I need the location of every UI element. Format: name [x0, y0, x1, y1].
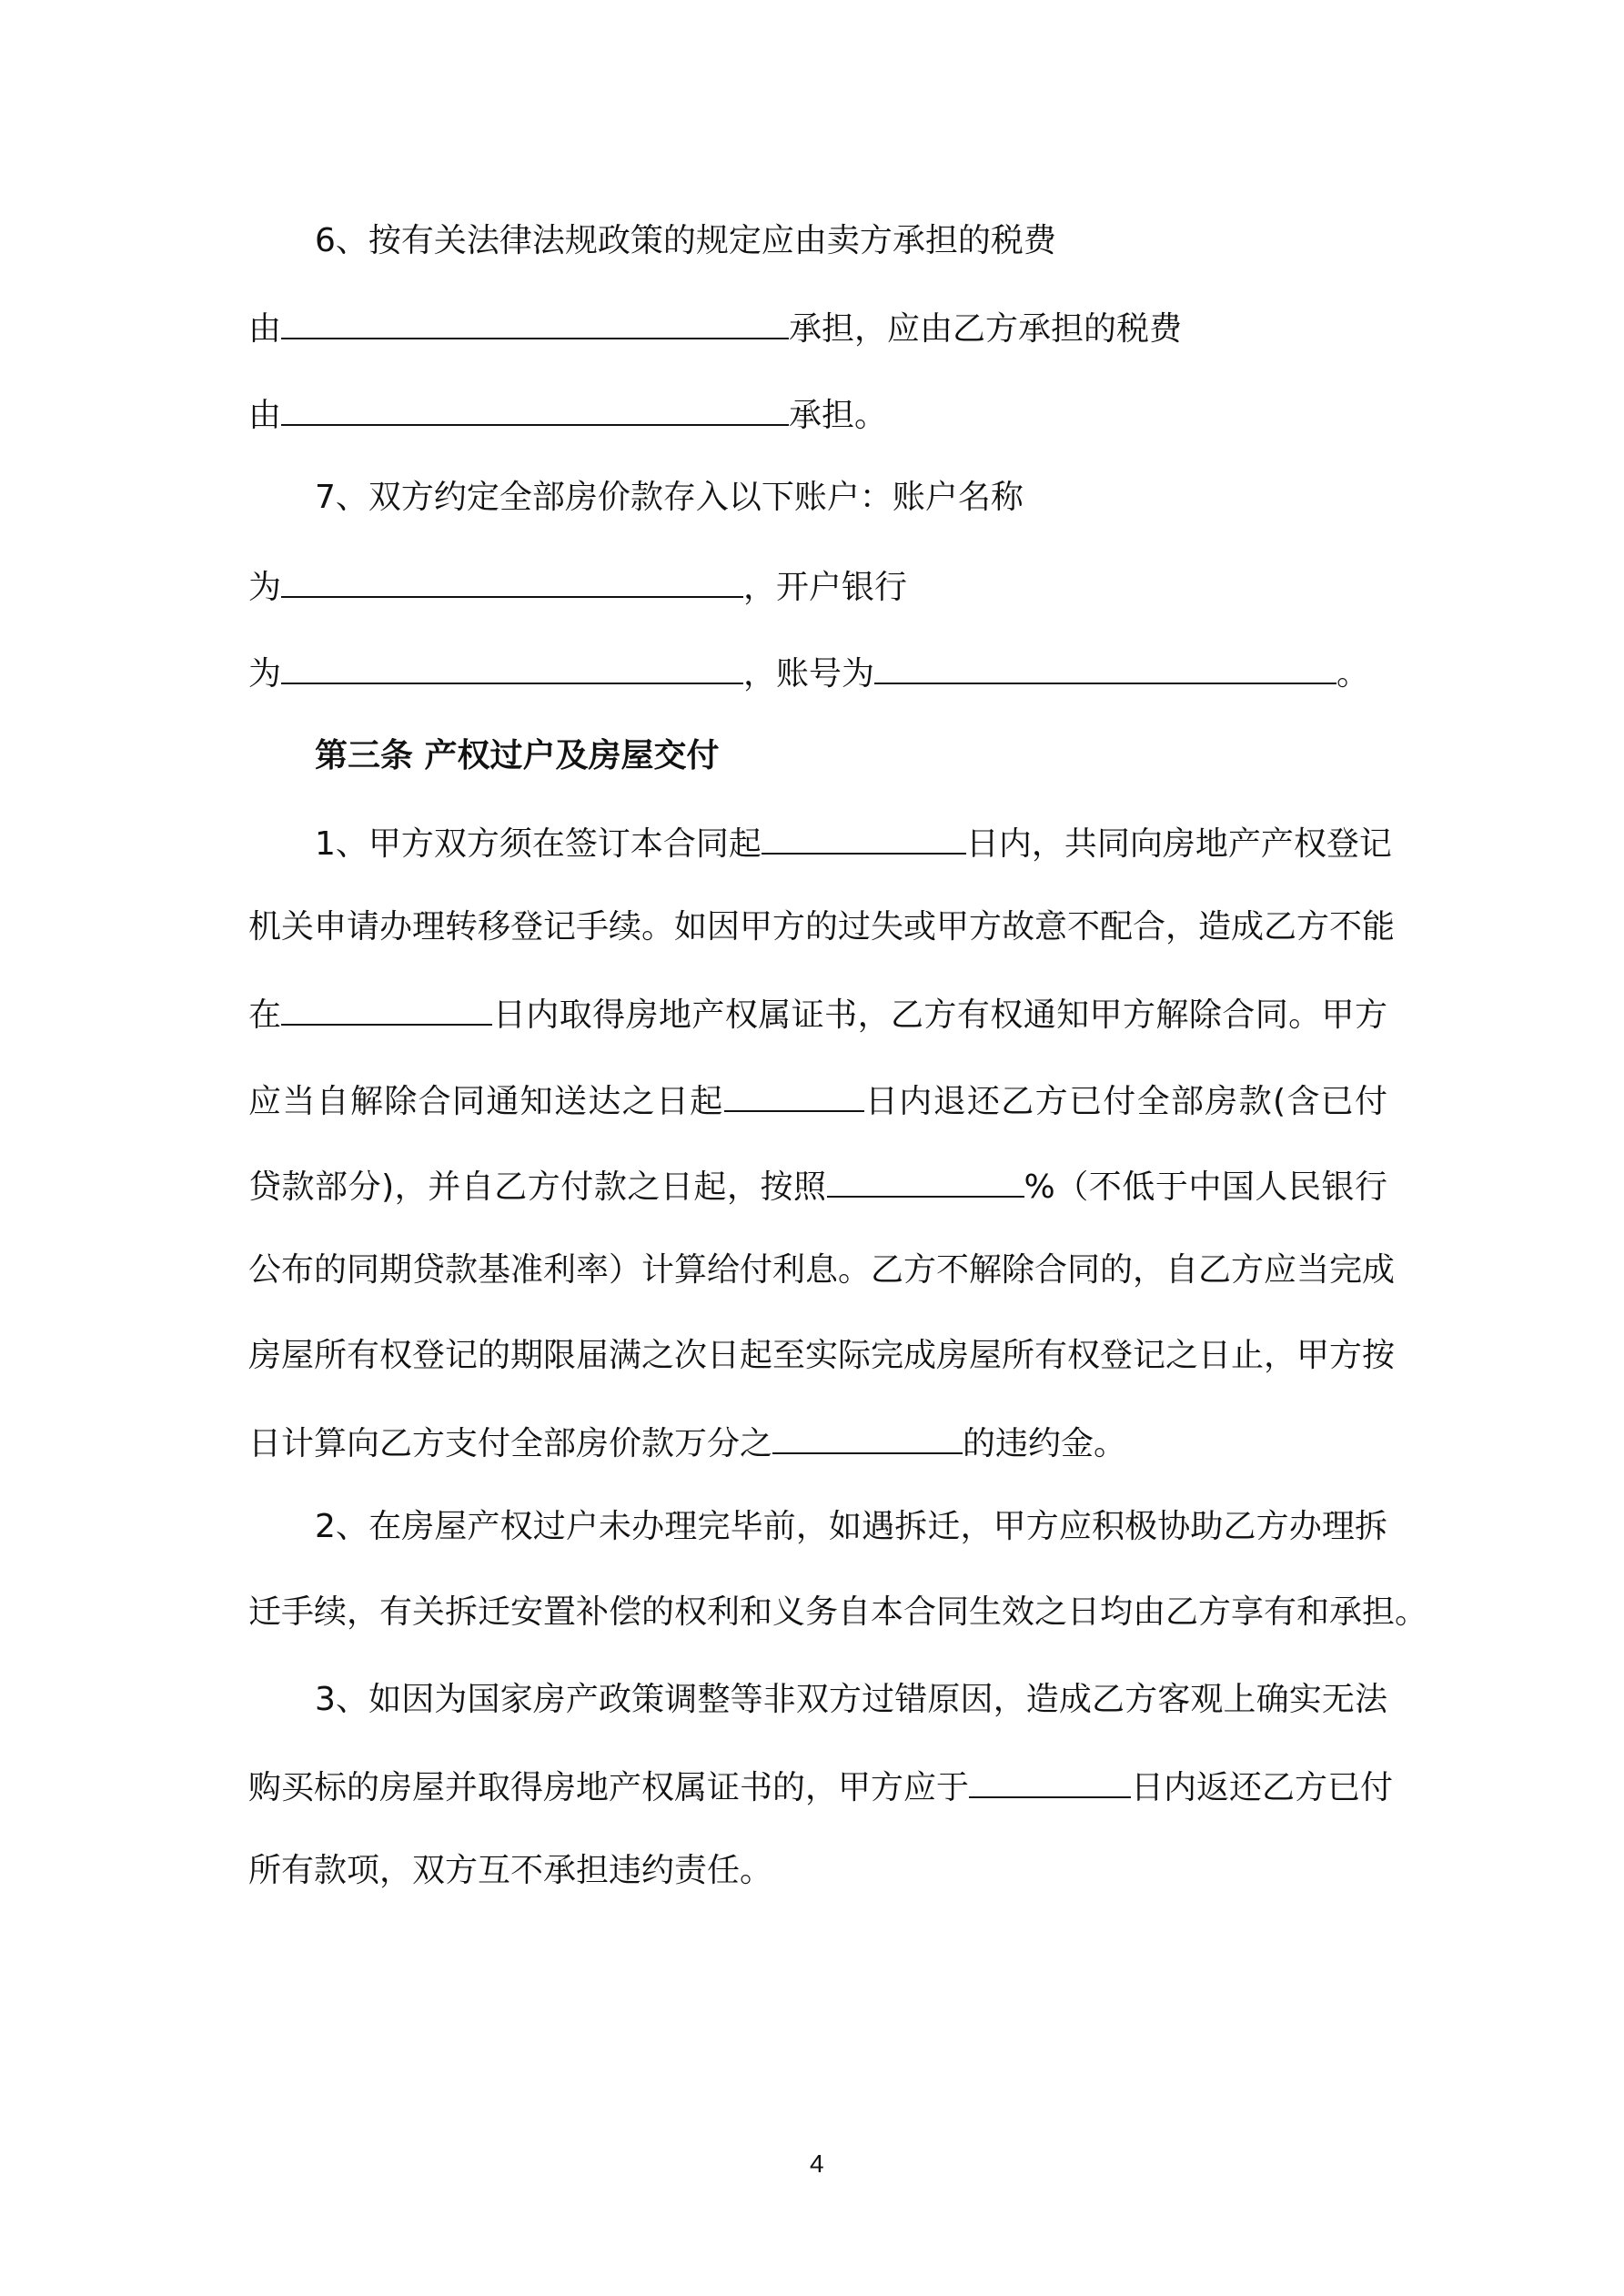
text: 的违约金。	[963, 1425, 1127, 1462]
text: 。	[1337, 655, 1370, 693]
fill-blank[interactable]	[281, 393, 789, 426]
text: 在	[248, 996, 282, 1034]
text: 1、甲方双方须在签订本合同起	[315, 825, 762, 863]
text: 贷款部分)，并自乙方付款之日起，按照	[248, 1168, 827, 1206]
clause1-line4	[248, 1079, 1387, 1122]
item6-line2	[248, 307, 1182, 349]
text: 为	[248, 569, 282, 606]
item7-line1: 7、双方约定全部房价款存入以下账户：账户名称	[315, 479, 1024, 516]
text: 为	[248, 655, 282, 693]
clause1-line2: 机关申请办理转移登记手续。如因甲方的过失或甲方故意不配合，造成乙方不能	[248, 908, 1396, 946]
text: 应当自解除合同通知送达之日起	[248, 1083, 724, 1120]
text: 承担。	[789, 397, 888, 434]
text: 日计算向乙方支付全部房价款万分之	[248, 1425, 773, 1462]
fill-blank[interactable]	[281, 307, 789, 339]
item7-line2	[248, 565, 907, 608]
text: 日内返还乙方已付	[1131, 1769, 1394, 1806]
interest-rate-blank[interactable]	[827, 1165, 1024, 1198]
text: 日内退还乙方已付全部房款(含已付	[863, 1083, 1387, 1120]
clause1-line8	[248, 1421, 1126, 1464]
bank-blank[interactable]	[281, 652, 743, 684]
text: 日内，共同向房地产产权登记	[965, 825, 1392, 863]
clause3-line3: 所有款项，双方互不承担违约责任。	[248, 1852, 773, 1889]
fill-blank[interactable]	[281, 993, 492, 1026]
clause1-line1	[315, 822, 1392, 865]
fill-blank[interactable]	[724, 1079, 864, 1112]
text: ，账号为	[743, 655, 875, 693]
text: 由	[248, 397, 282, 434]
text: 由	[248, 310, 282, 348]
item6-line3	[248, 393, 887, 436]
account-name-blank[interactable]	[281, 565, 743, 598]
penalty-blank[interactable]	[772, 1421, 963, 1454]
text: %（不低于中国人民银行	[1024, 1168, 1388, 1206]
item7-line3	[248, 652, 1369, 694]
text: 承担，应由乙方承担的税费	[789, 310, 1183, 348]
clause2-line2: 迁手续，有关拆迁安置补偿的权利和义务自本合同生效之日均由乙方享有和承担。	[248, 1593, 1428, 1631]
fill-blank[interactable]	[762, 822, 966, 855]
fill-blank[interactable]	[969, 1765, 1131, 1798]
clause3-line1: 3、如因为国家房产政策调整等非双方过错原因，造成乙方客观上确实无法	[315, 1681, 1387, 1718]
text: ，开户银行	[743, 569, 908, 606]
clause1-line5	[248, 1165, 1387, 1208]
clause1-line3	[248, 993, 1387, 1036]
clause2-line1: 2、在房屋产权过户未办理完毕前，如遇拆迁，甲方应积极协助乙方办理拆	[315, 1508, 1387, 1545]
clause1-line6: 公布的同期贷款基准利率）计算给付利息。乙方不解除合同的，自乙方应当完成	[248, 1251, 1396, 1289]
article-heading: 第三条 产权过户及房屋交付	[315, 737, 720, 774]
clause1-line7: 房屋所有权登记的期限届满之次日起至实际完成房屋所有权登记之日止，甲方按	[248, 1337, 1396, 1374]
clause3-line2	[248, 1765, 1394, 1808]
text: 日内取得房地产权属证书，乙方有权通知甲方解除合同。甲方	[492, 996, 1387, 1034]
account-number-blank[interactable]	[874, 652, 1337, 684]
page-number: 4	[810, 2149, 824, 2178]
item6-line1: 6、按有关法律法规政策的规定应由卖方承担的税费	[315, 222, 1056, 259]
text: 购买标的房屋并取得房地产权属证书的，甲方应于	[248, 1769, 970, 1806]
